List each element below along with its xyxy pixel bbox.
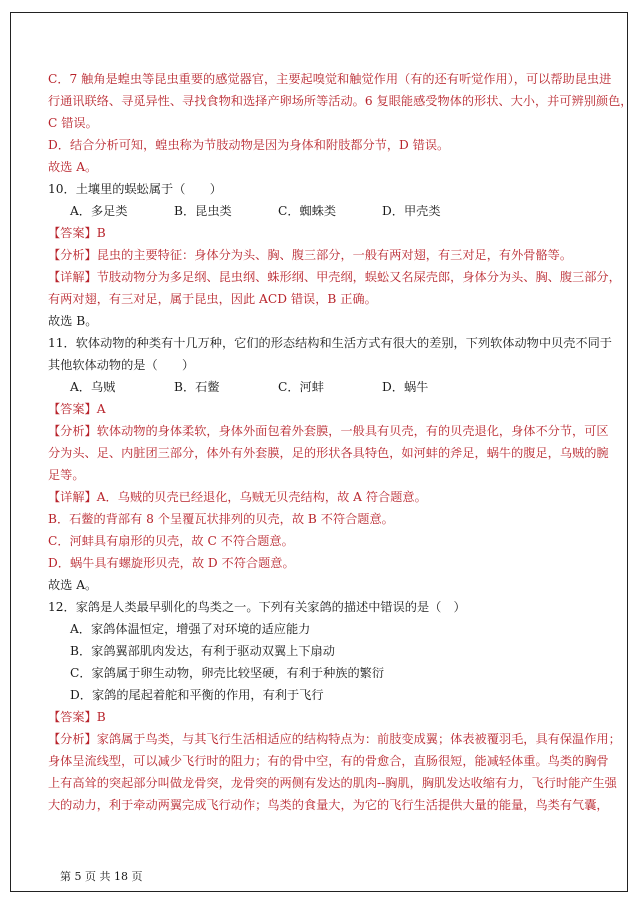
- q11-option-c: C．河蚌: [278, 380, 324, 394]
- q10-option-c: C．蜘蛛类: [278, 204, 337, 218]
- q10-options: [48, 200, 588, 222]
- q11-detail-line-2: B．石鳖的背部有 8 个呈覆瓦状排列的贝壳，故 B 不符合题意。: [48, 512, 394, 526]
- q12-analysis-line-2: 身体呈流线型，可以减少飞行时的阻力；有的骨中空，有的骨愈合，直肠很短，能减轻体重。鸟类的胸骨: [48, 754, 609, 768]
- q10-option-a: A．多足类: [70, 204, 128, 218]
- q12-analysis-line-3: 上有高耸的突起部分叫做龙骨突，龙骨突的两侧有发达的肌肉--胸肌，胸肌发达收缩有力，飞行时能产生强: [48, 776, 617, 790]
- q12-answer: 【答案】B: [48, 710, 106, 724]
- q11-analysis-line-2: 分为头、足、内脏团三部分，体外有外套膜，足的形状各具特色，如河蚌的斧足，蜗牛的腹足，乌贼的腕: [48, 446, 609, 460]
- q10-choice: 故选 B。: [48, 314, 98, 328]
- q10-answer: 【答案】B: [48, 226, 106, 240]
- q11-stem-line-1: 11．软体动物的种类有十几万种，它们的形态结构和生活方式有很大的差别，下列软体动物中贝壳不同于: [48, 336, 612, 350]
- q12-option-d: D．家鸽的尾起着舵和平衡的作用，有利于飞行: [70, 688, 324, 702]
- q11-analysis-line-3: 足等。: [48, 468, 85, 482]
- q11-detail-line-3: C．河蚌具有扇形的贝壳，故 C 不符合题意。: [48, 534, 294, 548]
- q12-options: [48, 618, 588, 706]
- q10-option-b: B．昆虫类: [174, 204, 232, 218]
- prev-option-d: D．结合分析可知，蝗虫称为节肢动物是因为身体和附肢都分节，D 错误。: [48, 138, 450, 152]
- q11-stem-line-2: 其他软体动物的是（ ）: [48, 358, 195, 372]
- q11-option-a: A．乌贼: [70, 380, 116, 394]
- q10-detail-line-1: 【详解】节肢动物分为多足纲、昆虫纲、蛛形纲、甲壳纲，蜈蚣又名屎壳郎，身体分为头、胸、腹三部分，: [48, 270, 621, 284]
- page-footer: 第 5 页 共 18 页: [60, 870, 143, 883]
- q11-detail-line-1: 【详解】A．乌贼的贝壳已经退化，乌贼无贝壳结构，故 A 符合题意。: [48, 490, 427, 504]
- q11-answer: 【答案】A: [48, 402, 106, 416]
- page-content: [48, 68, 633, 816]
- q12-analysis-line-1: 【分析】家鸽属于鸟类，与其飞行生活相适应的结构特点为：前肢变成翼；体表被覆羽毛，具有保温作用；: [48, 732, 621, 746]
- q11-analysis-line-1: 【分析】软体动物的身体柔软，身体外面包着外套膜，一般具有贝壳，有的贝壳退化，身体不分节，可区: [48, 424, 609, 438]
- q10-stem: 10．土壤里的蜈蚣属于（ ）: [48, 182, 222, 196]
- prev-option-c-line-3: C 错误。: [48, 116, 98, 130]
- prev-answer: 故选 A。: [48, 160, 98, 174]
- q11-option-b: B．石鳖: [174, 380, 220, 394]
- prev-option-c-line-1: C．7 触角是蝗虫等昆虫重要的感觉器官，主要起嗅觉和触觉作用（有的还有听觉作用），可以帮助昆虫进: [48, 72, 612, 86]
- q12-option-c: C．家鸽属于卵生动物，卵壳比较坚硬，有利于种族的繁衍: [70, 666, 385, 680]
- q12-option-b: B．家鸽翼部肌肉发达，有利于驱动双翼上下扇动: [70, 644, 335, 658]
- q12-analysis-line-4: 大的动力，利于牵动两翼完成飞行动作；鸟类的食量大，为它的飞行生活提供大量的能量，鸟类有气囊，: [48, 798, 609, 812]
- q10-option-d: D．甲壳类: [382, 204, 441, 218]
- q12-option-a: A．家鸽体温恒定，增强了对环境的适应能力: [70, 622, 311, 636]
- q11-detail-line-4: D．蜗牛具有螺旋形贝壳，故 D 不符合题意。: [48, 556, 295, 570]
- q11-option-d: D．蜗牛: [382, 380, 429, 394]
- q10-analysis: 【分析】昆虫的主要特征：身体分为头、胸、腹三部分，一般有两对翅，有三对足，有外骨骼等。: [48, 248, 573, 262]
- q10-detail-line-2: 有两对翅，有三对足，属于昆虫，因此 ACD 错误，B 正确。: [48, 292, 377, 306]
- q11-options: [48, 376, 588, 398]
- q12-stem: 12．家鸽是人类最早驯化的鸟类之一。下列有关家鸽的描述中错误的是（ ）: [48, 600, 466, 614]
- prev-option-c-line-2: 行通讯联络、寻觅异性、寻找食物和选择产卵场所等活动。6 复眼能感受物体的形状、大小，并可辨别颜色，: [48, 94, 633, 108]
- q11-choice: 故选 A。: [48, 578, 98, 592]
